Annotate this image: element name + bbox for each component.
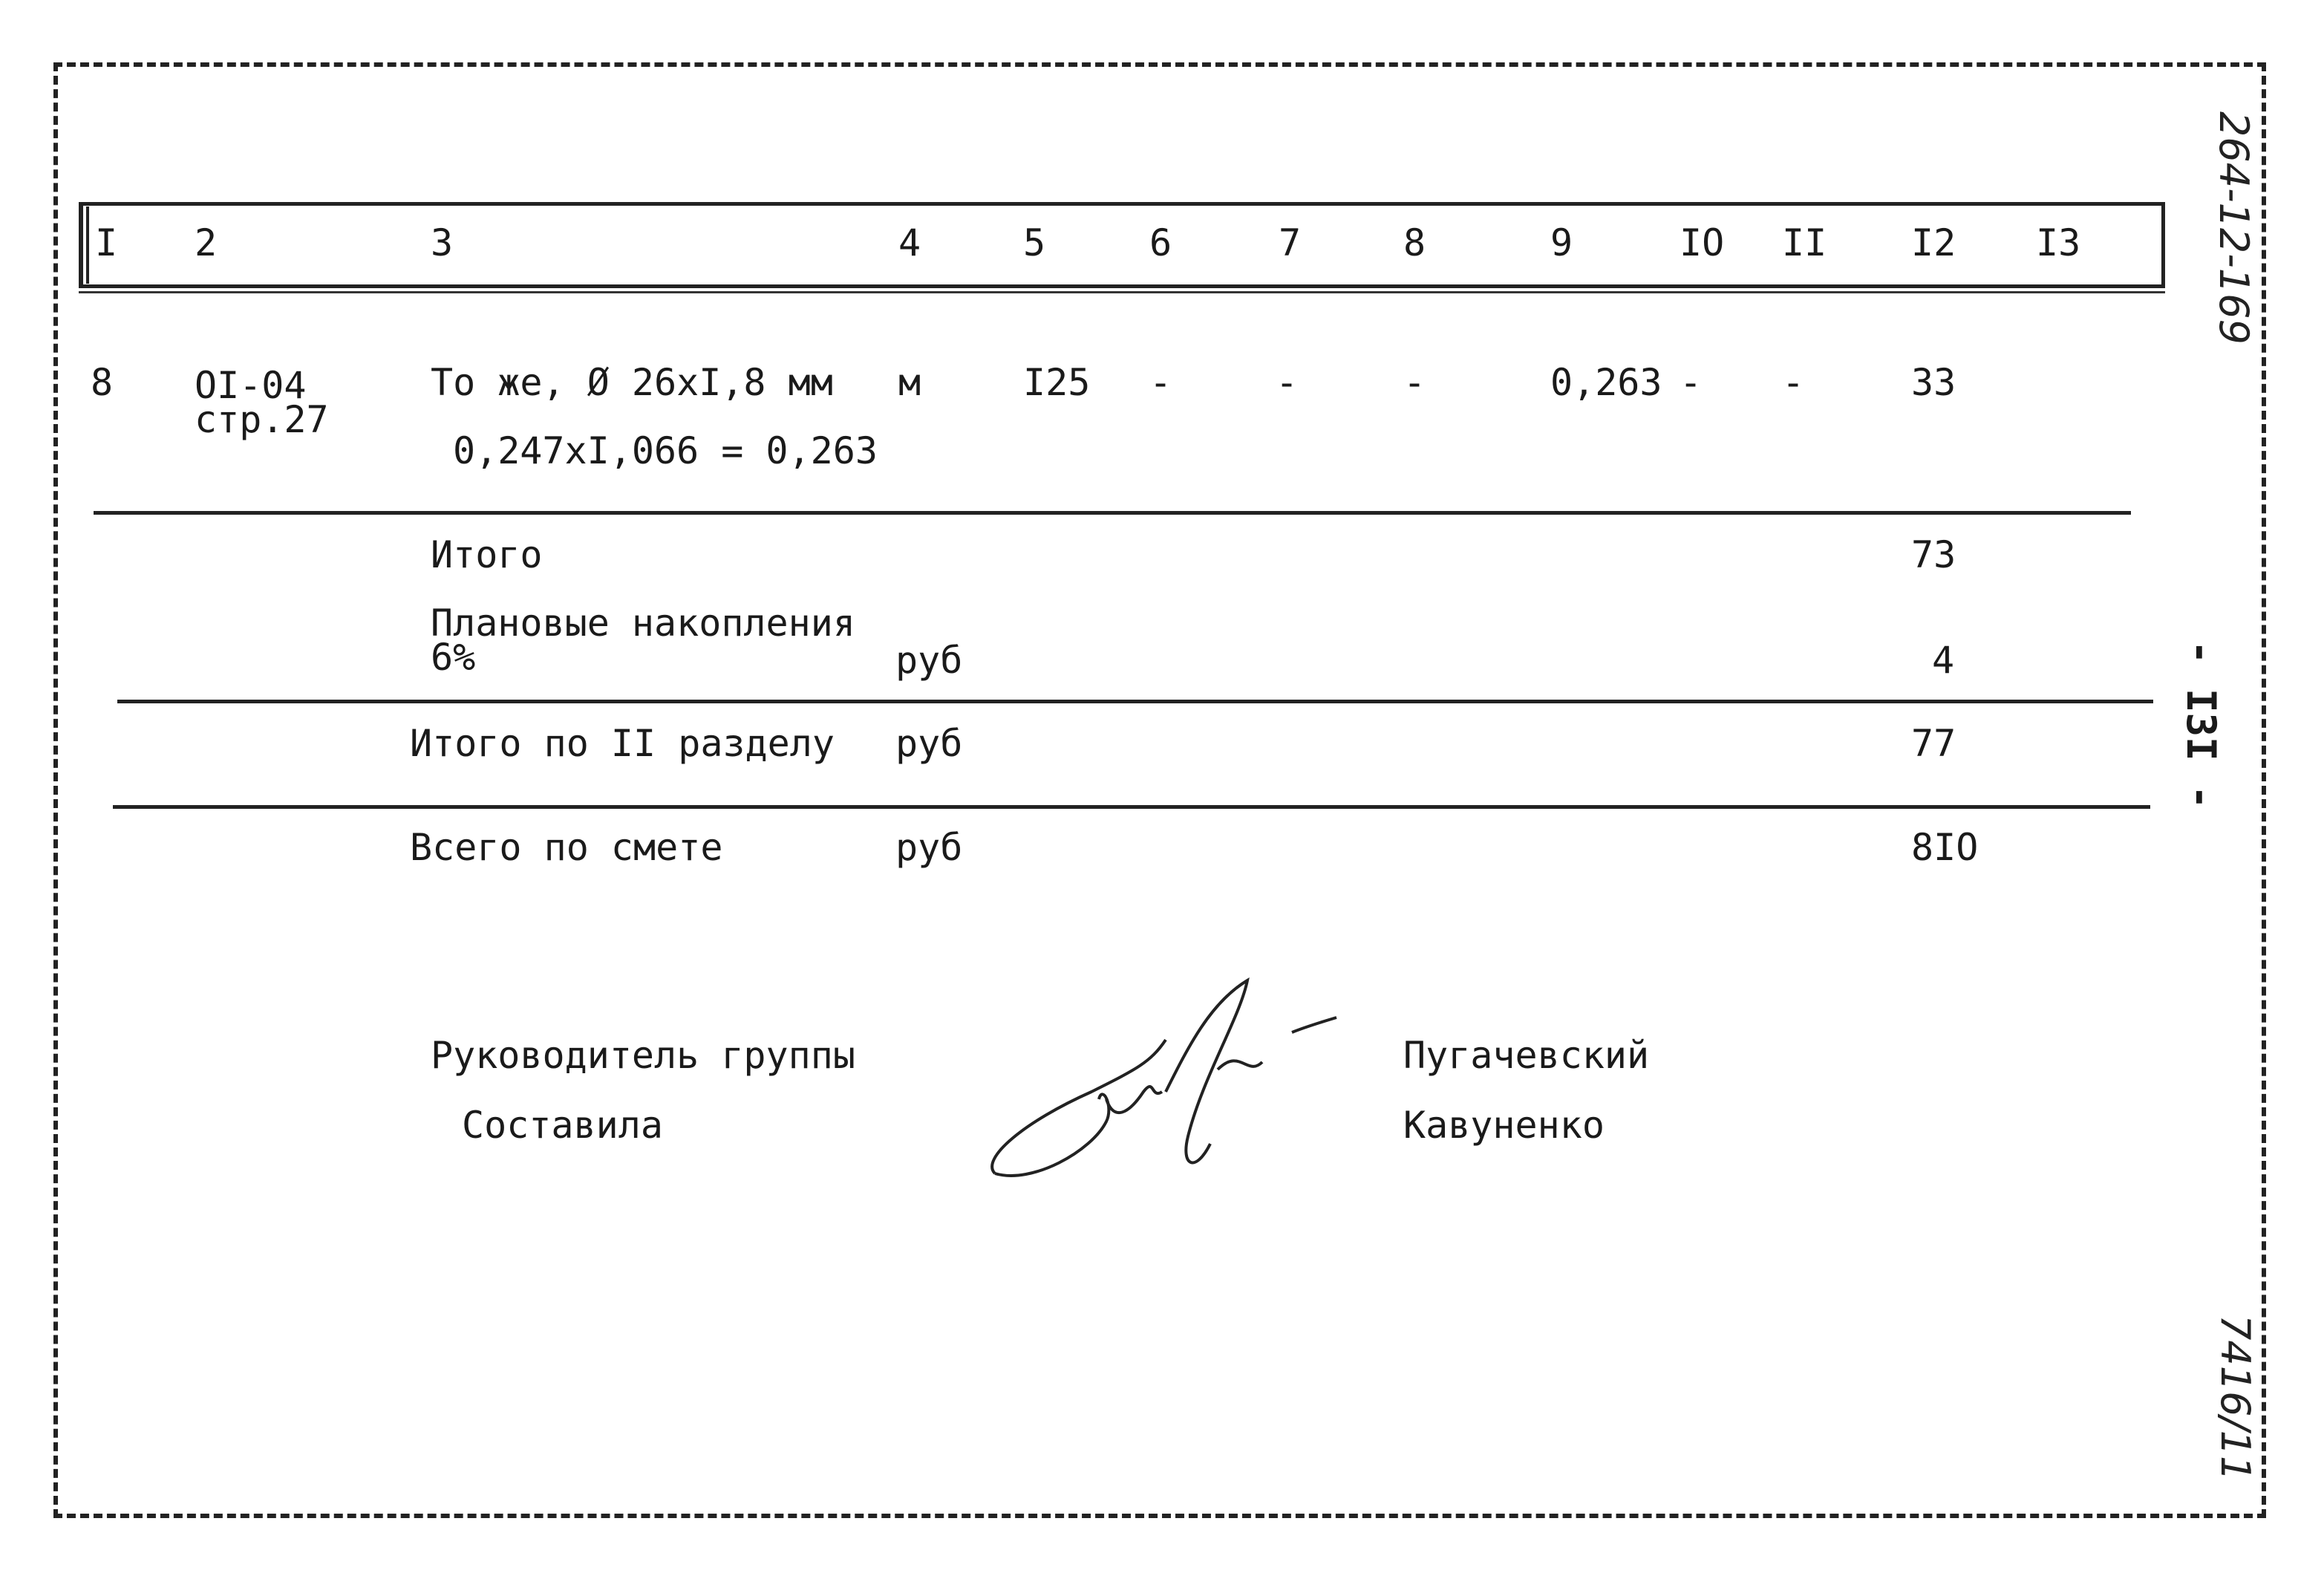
row-code-page: стр.27 [195, 398, 329, 441]
col-header-7: 7 [1279, 221, 1302, 264]
grand-total-unit: руб [895, 826, 963, 869]
col-header-1: I [95, 221, 118, 264]
section-total-label: Итого по II разделу [410, 722, 835, 765]
rule-after-section [113, 805, 2150, 809]
row-col8: - [1403, 361, 1426, 404]
row-formula: 0,247хI,066 = 0,263 [453, 429, 878, 472]
page-number: - I3I - [2178, 640, 2225, 810]
row-qty: I25 [1023, 361, 1091, 404]
col-header-6: 6 [1149, 221, 1172, 264]
rule-after-planned [117, 700, 2153, 703]
row-col7: - [1276, 361, 1299, 404]
column-header-box [79, 202, 2165, 288]
header-bottom-double-line [79, 291, 2165, 293]
header-left-double-line [86, 206, 89, 284]
col-header-2: 2 [195, 221, 218, 264]
row-col6: - [1149, 361, 1172, 404]
row-col10: - [1680, 361, 1703, 404]
section-total-value: 77 [1911, 722, 1956, 765]
col-header-13: I3 [2036, 221, 2081, 264]
col-header-5: 5 [1023, 221, 1046, 264]
name-compiled-by: Кавуненко [1403, 1104, 1605, 1147]
col-header-10: IO [1680, 221, 1725, 264]
row-code: OI-04 [195, 364, 307, 407]
rule-after-row [94, 511, 2131, 515]
col-header-12: I2 [1911, 221, 1956, 264]
row-name: То же, Ø 26хI,8 мм [431, 361, 833, 404]
section-total-unit: руб [895, 722, 963, 765]
col-header-9: 9 [1550, 221, 1573, 264]
inventory-number-annotation: 7416/11 [2212, 1315, 2259, 1482]
row-col11: - [1782, 361, 1805, 404]
col-header-8: 8 [1403, 221, 1426, 264]
row-col9: 0,263 [1550, 361, 1662, 404]
handwritten-signature [965, 973, 1351, 1188]
planned-label: Плановые накопления [431, 602, 855, 645]
role-compiled-by: Составила [462, 1104, 663, 1147]
doc-code-annotation: 264-12-169 [2210, 111, 2257, 345]
role-group-leader: Руководитель группы [431, 1034, 855, 1077]
col-header-11: II [1782, 221, 1827, 264]
row-unit: м [898, 361, 921, 404]
name-group-leader: Пугачевский [1403, 1034, 1650, 1077]
grand-total-label: Всего по смете [410, 826, 723, 869]
row-col12: 33 [1911, 361, 1956, 404]
col-header-3: 3 [431, 221, 454, 264]
planned-value: 4 [1932, 639, 1955, 682]
itogo-value: 73 [1911, 533, 1956, 576]
itogo-label: Итого [431, 533, 543, 576]
planned-unit: руб [895, 639, 963, 682]
planned-pct: 6% [431, 636, 476, 679]
col-header-4: 4 [898, 221, 921, 264]
grand-total-value: 8IO [1911, 826, 1979, 869]
row-number: 8 [91, 361, 114, 404]
